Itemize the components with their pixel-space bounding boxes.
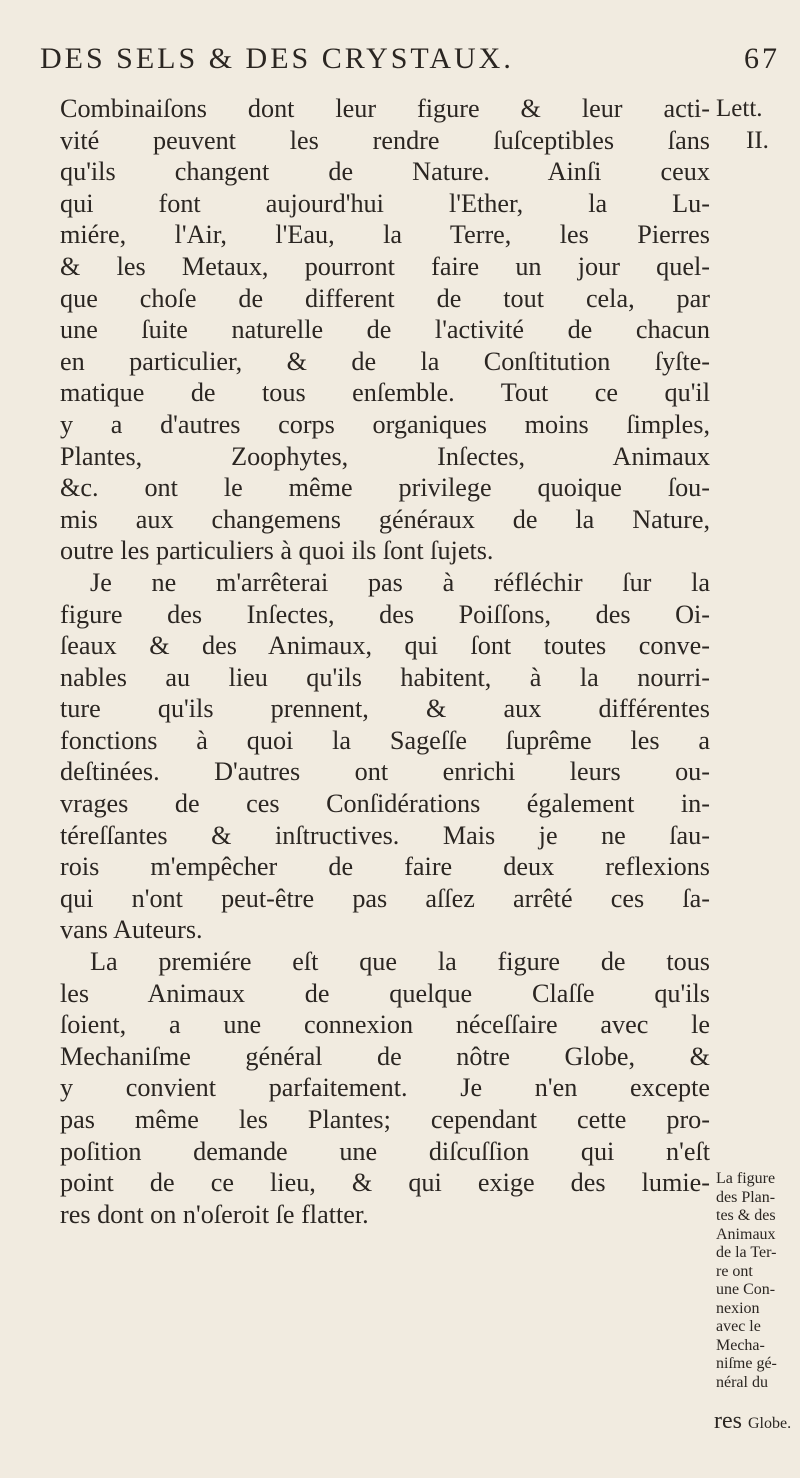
margin-line: néral du <box>716 1373 768 1391</box>
text-line: miére, l'Air, l'Eau, la Terre, les Pierres <box>60 220 710 250</box>
text-line: point de ce lieu, & qui exige des lumie- <box>60 1168 710 1198</box>
running-title: DES SELS & DES CRYSTAUX. <box>40 42 514 75</box>
margin-line: Mecha- <box>716 1336 765 1354</box>
catch-word <box>714 1408 791 1435</box>
text-line: y a d'autres corps organiques moins ſimples, <box>60 409 710 439</box>
body-text <box>60 93 710 1230</box>
page-number: 67 <box>744 42 780 75</box>
margin-line: avec le <box>716 1318 761 1335</box>
text-line: en particulier, & de la Conſtitution ſyſte- <box>60 346 710 376</box>
text-line: Mechaniſme général de nôtre Globe, & <box>60 1041 710 1071</box>
text-line: y convient parfaitement. Je n'en excepte <box>60 1073 710 1103</box>
text-line: Je ne m'arrêterai pas à réfléchir ſur la <box>90 567 710 597</box>
text-line: ture qu'ils prennent, & aux différentes <box>60 694 710 724</box>
catch-word-tail: Globe. <box>747 1415 792 1432</box>
running-head <box>40 42 780 76</box>
margin-line: nexion <box>716 1299 760 1317</box>
text-line: &c. ont le même privilege quoique ſou- <box>60 473 710 503</box>
text-line: vrages de ces Conſidérations également in- <box>60 789 710 819</box>
margin-line: niſme gé- <box>716 1355 777 1372</box>
text-line: pas même les Plantes; cependant cette pro- <box>60 1105 710 1134</box>
text-line: Plantes, Zoophytes, Inſectes, Animaux <box>60 441 710 471</box>
margin-note-figure <box>716 1170 798 1392</box>
margin-line: Lett. <box>716 95 763 122</box>
margin-line: II. <box>746 126 769 154</box>
text-line: & les Metaux, pourront faire un jour quel- <box>60 251 710 281</box>
text-line: une ſuite naturelle de l'activité de chacun <box>60 315 710 345</box>
text-line: vans Auteurs. <box>60 915 203 945</box>
text-line: matique de tous enſemble. Tout ce qu'il <box>60 378 710 408</box>
text-line: ſoient, a une connexion néceſſaire avec le <box>60 1010 710 1040</box>
text-line: les Animaux de quelque Claſſe qu'ils <box>60 978 710 1008</box>
margin-line: des Plan- <box>716 1188 776 1206</box>
text-line: qui n'ont peut-être pas aſſez arrêté ces ſa- <box>60 883 710 913</box>
text-line: qu'ils changent de Nature. Ainſi ceux <box>60 157 710 187</box>
margin-line: re ont <box>716 1262 753 1280</box>
text-line: figure des Inſectes, des Poiſſons, des Oi- <box>60 599 710 629</box>
text-line: mis aux changemens généraux de la Nature, <box>60 504 710 534</box>
text-line: res dont on n'oſeroit ſe flatter. <box>60 1199 369 1229</box>
text-line: outre les particuliers à quoi ils ſont ſujets. <box>60 536 494 566</box>
catch-word-text: res <box>714 1408 742 1434</box>
text-line: nables au lieu qu'ils habitent, à la nourri- <box>60 662 710 692</box>
margin-note-letter <box>716 93 798 156</box>
text-line: qui font aujourd'hui l'Ether, la Lu- <box>60 188 710 218</box>
margin-line: La figure <box>716 1170 776 1187</box>
text-line: La premiére eſt que la figure de tous <box>90 947 710 977</box>
margin-line: de la Ter- <box>716 1244 777 1261</box>
text-line: rois m'empêcher de faire deux reflexions <box>60 852 710 882</box>
margin-line: tes & des <box>716 1207 776 1224</box>
text-line: fonctions à quoi la Sageſſe ſuprême les a <box>60 725 710 755</box>
text-line: que choſe de different de tout cela, par <box>60 283 710 313</box>
text-line: vité peuvent les rendre ſuſceptibles ſans <box>60 125 710 155</box>
text-line: deſtinées. D'autres ont enrichi leurs ou- <box>60 757 710 787</box>
text-line: ſeaux & des Animaux, qui ſont toutes conve- <box>60 631 710 661</box>
text-line: Combinaiſons dont leur figure & leur acti- <box>60 94 710 123</box>
text-line: poſition demande une diſcuſſion qui n'eſt <box>60 1136 710 1166</box>
margin-line: Animaux <box>716 1225 776 1243</box>
text-line: téreſſantes & inſtructives. Mais je ne ſau- <box>60 820 710 850</box>
margin-line: une Con- <box>716 1281 776 1298</box>
